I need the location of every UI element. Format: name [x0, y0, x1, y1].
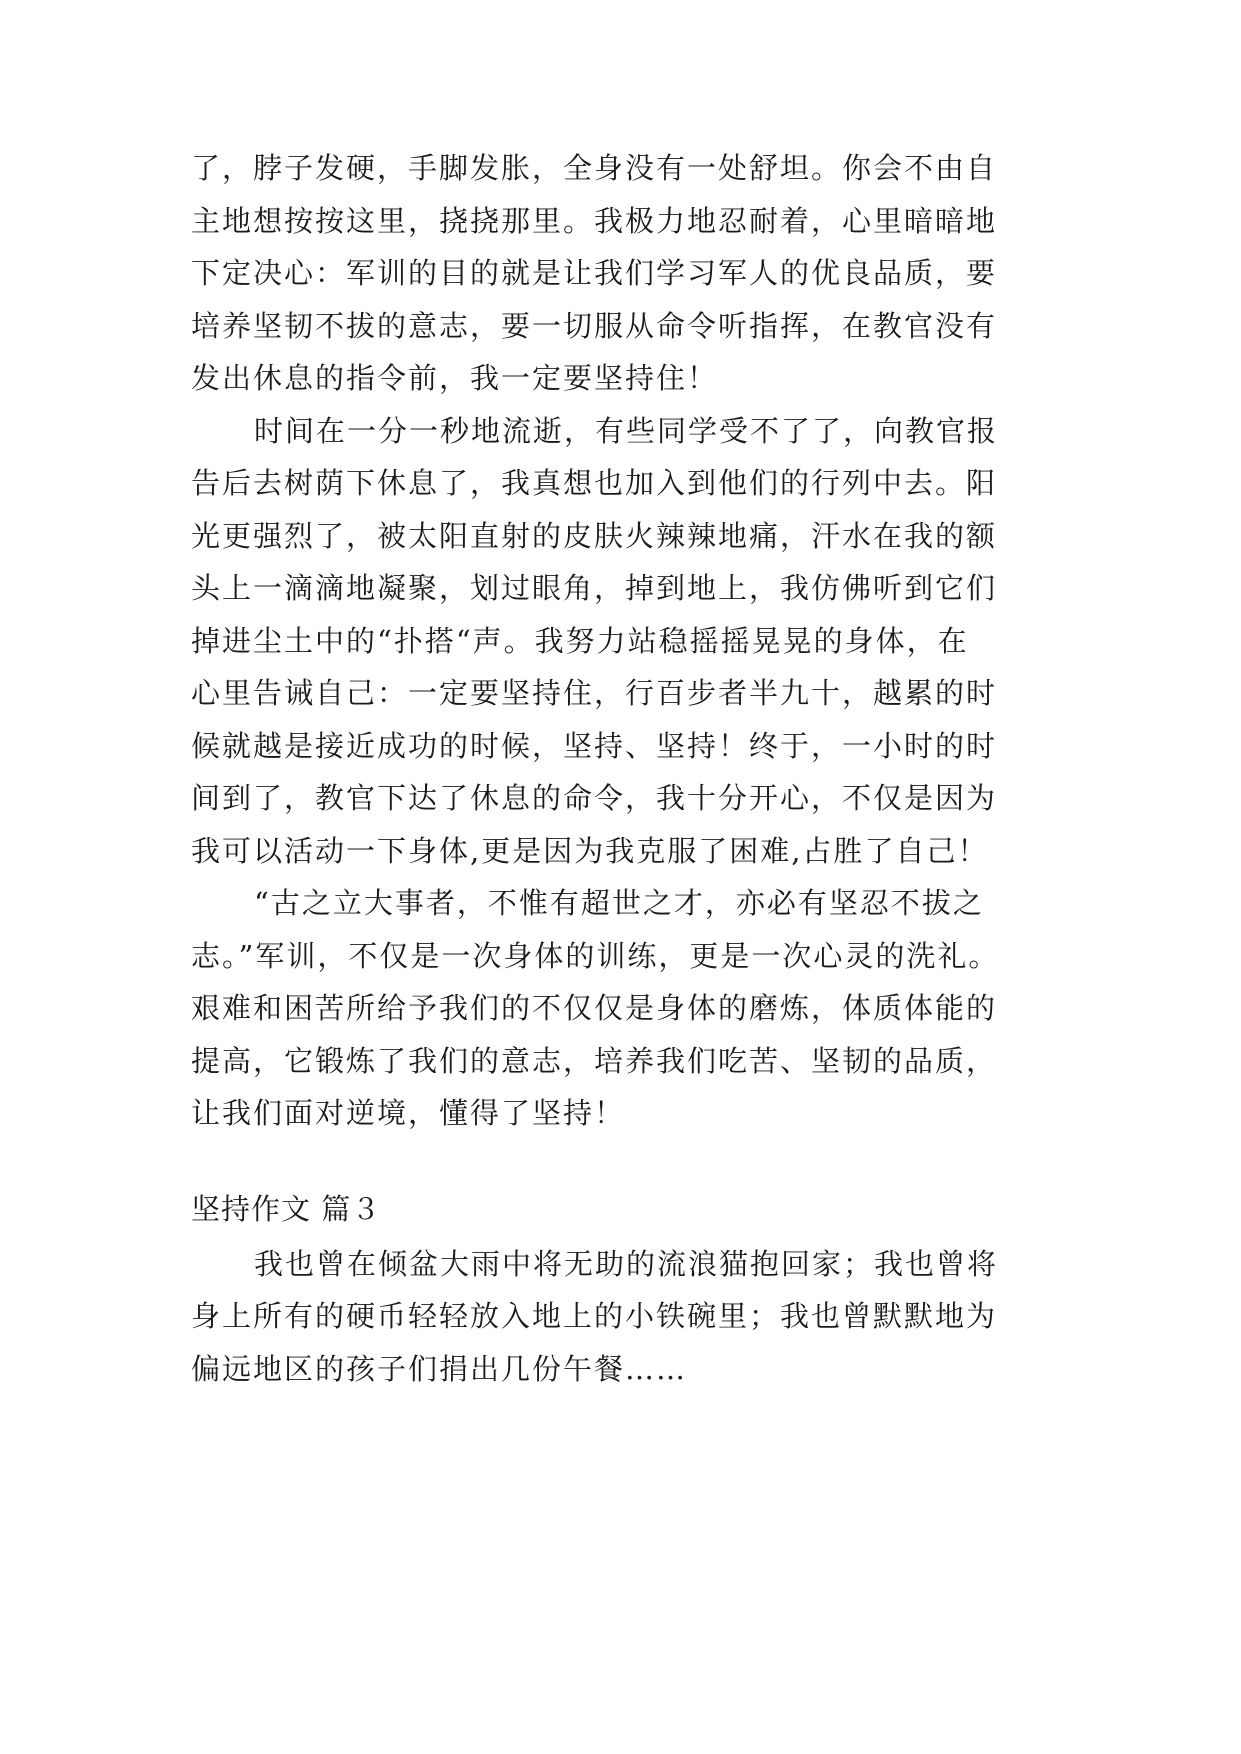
paragraph-2-line: 头上一滴滴地凝聚，划过眼角，掉到地上，我仿佛听到它们: [191, 571, 998, 605]
paragraph-1-line: 培养坚韧不拔的意志，要一切服从命令听指挥，在教官没有: [191, 309, 998, 343]
paragraph-2-line: 光更强烈了，被太阳直射的皮肤火辣辣地痛，汗水在我的额: [191, 519, 998, 553]
paragraph-2-line: 掉进尘土中的“扑搭“声。我努力站稳摇摇晃晃的身体，在: [191, 624, 969, 658]
paragraph-2-line: 时间在一分一秒地流逝，有些同学受不了了，向教官报: [254, 414, 999, 448]
paragraph-3-line: 艰难和困苦所给予我们的不仅仅是身体的磨炼，体质体能的: [191, 991, 998, 1025]
paragraph-3-line: 志。”军训，不仅是一次身体的训练，更是一次心灵的洗礼。: [191, 939, 1000, 973]
section-heading: 坚持作文 篇３: [191, 1192, 382, 1226]
paragraph-3-line: 让我们面对逆境，懂得了坚持！: [191, 1096, 626, 1130]
paragraph-1-line: 发出休息的指令前，我一定要坚持住！: [191, 361, 719, 395]
paragraph-1-line: 了，脖子发硬，手脚发胀，全身没有一处舒坦。你会不由自: [191, 151, 998, 185]
paragraph-2-line: 我可以活动一下身体,更是因为我克服了困难,占胜了自己！: [191, 834, 989, 868]
paragraph-3-line: “古之立大事者，不惟有超世之才，亦必有坚忍不拔之: [254, 886, 984, 920]
paragraph-2-line: 间到了，教官下达了休息的命令，我十分开心，不仅是因为: [191, 781, 998, 815]
paragraph-4-line: 偏远地区的孩子们捐出几份午餐……: [191, 1352, 688, 1386]
paragraph-2-line: 告后去树荫下休息了，我真想也加入到他们的行列中去。阳: [191, 466, 998, 500]
paragraph-4-line: 身上所有的硬币轻轻放入地上的小铁碗里；我也曾默默地为: [191, 1299, 998, 1333]
paragraph-3-line: 提高，它锻炼了我们的意志，培养我们吃苦、坚韧的品质，: [191, 1044, 998, 1078]
paragraph-1-line: 主地想按按这里，挠挠那里。我极力地忍耐着，心里暗暗地: [191, 204, 998, 238]
paragraph-4-line: 我也曾在倾盆大雨中将无助的流浪猫抱回家；我也曾将: [254, 1247, 999, 1281]
paragraph-2-line: 候就越是接近成功的时候，坚持、坚持！终于，一小时的时: [191, 729, 998, 763]
paragraph-2-line: 心里告诫自己：一定要坚持住，行百步者半九十，越累的时: [191, 676, 998, 710]
paragraph-1-line: 下定决心：军训的目的就是让我们学习军人的优良品质，要: [191, 256, 998, 290]
